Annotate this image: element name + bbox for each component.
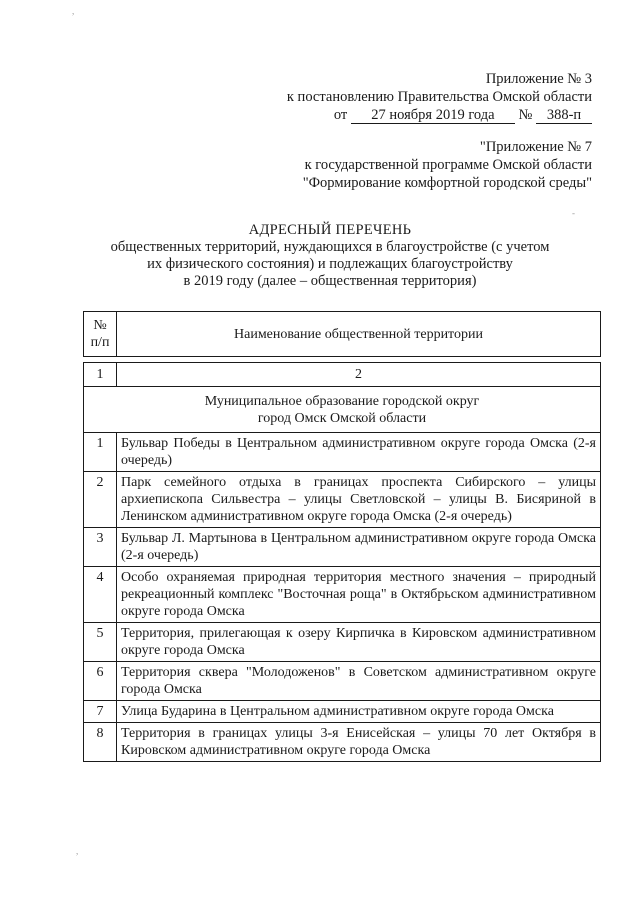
row-number: 2 xyxy=(84,472,117,528)
header-name-cell: Наименование общественной территории xyxy=(117,312,601,357)
territory-name: Территория сквера "Молодоженов" в Советском административном округе города Омска xyxy=(117,662,601,701)
territory-name: Бульвар Победы в Центральном административном округе города Омска (2-я очередь) xyxy=(117,433,601,472)
row-number: 8 xyxy=(84,723,117,762)
row-number: 3 xyxy=(84,528,117,567)
header-num-sublabel: п/п xyxy=(90,335,110,350)
row-number: 6 xyxy=(84,662,117,701)
attachment-program-name: "Формирование комфортной городской среды" xyxy=(302,175,592,191)
section-row xyxy=(84,387,601,433)
territory-name: Бульвар Л. Мартынова в Центральном административном округе города Омска (2-я очередь) xyxy=(117,528,601,567)
territory-name: Парк семейного отдыха в границах проспекта Сибирского – улицы архиепископа Сильвестра – улицы Светловской – улицы В. Бисяриной в Ленинском административном округе города Омска (2-я очередь) xyxy=(117,472,601,528)
page-title: АДРЕСНЫЙ ПЕРЕЧЕНЬ xyxy=(248,222,412,238)
row-number: 7 xyxy=(84,701,117,723)
scan-mark: , xyxy=(72,6,75,16)
territories-table xyxy=(83,362,601,762)
territory-name: Территория в границах улицы 3-я Енисейская – улицы 70 лет Октября в Кировском административном округе города Омска xyxy=(117,723,601,762)
header-num-cell xyxy=(84,312,117,357)
attachment-program: к государственной программе Омской области xyxy=(304,157,592,173)
table-row xyxy=(84,662,601,701)
row-number: 5 xyxy=(84,623,117,662)
subtitle-line-1: общественных территорий, нуждающихся в благоустройстве (с учетом xyxy=(110,239,550,255)
header-row xyxy=(84,312,601,357)
territory-name: Особо охраняемая природная территория местного значения – природный рекреационный комплекс "Восточная роща" в Октябрьском административном округе города Омска xyxy=(117,567,601,623)
number-label: № xyxy=(518,107,533,123)
decree-date: 27 ноября 2019 года xyxy=(351,108,515,124)
approval-date-line xyxy=(262,106,592,124)
table-row xyxy=(84,528,601,567)
territory-name: Территория, прилегающая к озеру Кирпичка в Кировском административном округе города Омска xyxy=(117,623,601,662)
column-number: 2 xyxy=(117,363,601,387)
column-number: 1 xyxy=(84,363,117,387)
header-num-label: № xyxy=(93,318,107,333)
document-title xyxy=(60,222,600,290)
table-row xyxy=(84,623,601,662)
scan-mark: , xyxy=(76,846,79,856)
decree-number: 388-п xyxy=(536,108,592,124)
row-number: 4 xyxy=(84,567,117,623)
section-title-line-1: Муниципальное образование городской округ xyxy=(204,394,480,409)
table-row xyxy=(84,433,601,472)
attachment-header xyxy=(232,138,592,192)
attachment-title: "Приложение № 7 xyxy=(479,139,592,155)
section-title xyxy=(84,387,601,433)
territory-name: Улица Бударина в Центральном административном округе города Омска xyxy=(117,701,601,723)
table-row xyxy=(84,701,601,723)
approval-decree: к постановлению Правительства Омской области xyxy=(286,89,592,105)
approval-header xyxy=(262,70,592,124)
scan-mark: - xyxy=(572,208,575,218)
column-numbers-row xyxy=(84,363,601,387)
from-label: от xyxy=(333,107,348,123)
table-row xyxy=(84,472,601,528)
table-row xyxy=(84,723,601,762)
table-row xyxy=(84,567,601,623)
subtitle-line-3: в 2019 году (далее – общественная территория) xyxy=(183,273,477,289)
row-number: 1 xyxy=(84,433,117,472)
section-title-line-2: город Омск Омской области xyxy=(257,411,427,426)
approval-title: Приложение № 3 xyxy=(485,71,592,87)
table-header xyxy=(83,311,601,357)
subtitle-line-2: их физического состояния) и подлежащих благоустройству xyxy=(147,256,513,272)
